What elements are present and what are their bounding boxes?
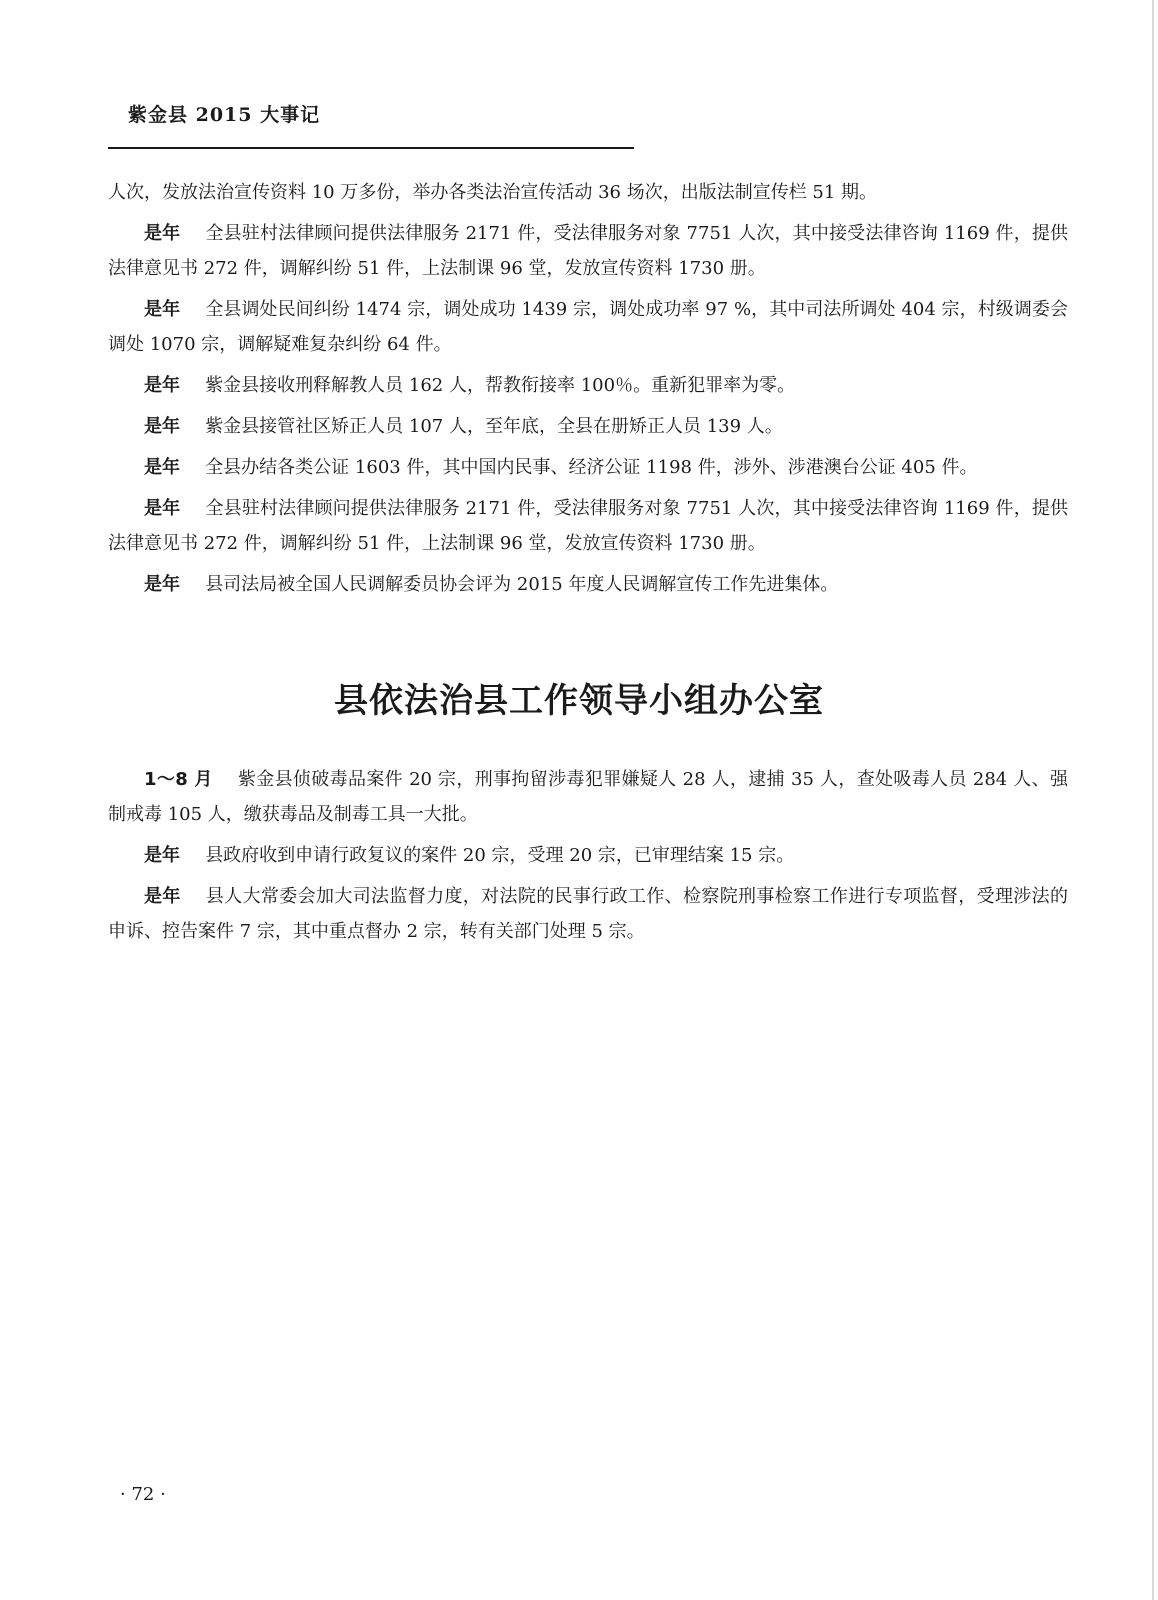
entry-paragraph [108,175,1068,210]
entry-text: 紫金县侦破毒品案件 20 宗，刑事拘留涉毒犯罪嫌疑人 28 人，逮捕 35 人，查处吸毒人员 284 人、强制戒毒 105 人，缴获毒品及制毒工具一大批。 [108,769,1068,825]
entry-paragraph [108,879,1068,949]
entry-text: 人次，发放法治宣传资料 10 万多份，举办各类法治宣传活动 36 场次，出版法制宣传栏 51 期。 [108,182,878,203]
entry-date: 是年 [144,457,180,478]
section-1-body [108,175,1068,608]
entry-text: 县司法局被全国人民调解委员协会评为 2015 年度人民调解宣传工作先进集体。 [205,574,839,595]
page-number: · 72 · [120,1484,166,1505]
entry-paragraph [108,292,1068,362]
entry-text: 全县驻村法律顾问提供法律服务 2171 件，受法律服务对象 7751 人次，其中接受法律咨询 1169 件，提供法律意见书 272 件，调解纠纷 51 件，上法制课 96 堂，发放宣传资料 1730 册。 [108,223,1069,279]
header-rule [108,147,634,149]
entry-text: 县人大常委会加大司法监督力度，对法院的民事行政工作、检察院刑事检察工作进行专项监督，受理涉法的申诉、控告案件 7 宗，其中重点督办 2 宗，转有关部门处理 5 宗。 [108,886,1068,942]
entry-date: 1～8 月 [144,769,213,790]
entry-text: 全县办结各类公证 1603 件，其中国内民事、经济公证 1198 件，涉外、涉港澳台公证 405 件。 [205,457,978,478]
entry-date: 是年 [144,416,180,437]
entry-paragraph [108,450,1068,485]
entry-text: 全县调处民间纠纷 1474 宗，调处成功 1439 宗，调处成功率 97 %，其中司法所调处 404 宗，村级调委会调处 1070 宗，调解疑难复杂纠纷 64 件。 [108,299,1068,355]
running-header: 紫金县 2015 大事记 [128,104,321,126]
entry-paragraph [108,491,1068,561]
section-2-body [108,762,1068,955]
entry-paragraph [108,368,1068,403]
entry-date: 是年 [144,375,180,396]
entry-text: 全县驻村法律顾问提供法律服务 2171 件，受法律服务对象 7751 人次，其中接受法律咨询 1169 件，提供法律意见书 272 件，调解纠纷 51 件，上法制课 96 堂，发放宣传资料 1730 册。 [108,498,1069,554]
entry-text: 紫金县接收刑释解教人员 162 人，帮教衔接率 100％。重新犯罪率为零。 [205,375,796,396]
entry-paragraph [108,216,1068,286]
entry-date: 是年 [144,299,181,320]
entry-paragraph [108,838,1068,873]
entry-paragraph [108,762,1068,832]
entry-date: 是年 [144,498,181,519]
entry-date: 是年 [144,223,181,244]
entry-date: 是年 [144,845,180,866]
entry-paragraph [108,409,1068,444]
entry-paragraph [108,567,1068,602]
entry-text: 紫金县接管社区矫正人员 107 人，至年底，全县在册矫正人员 139 人。 [205,416,783,437]
section-title: 县依法治县工作领导小组办公室 [334,681,824,721]
entry-date: 是年 [144,574,180,595]
scan-edge-line [1152,0,1154,1600]
entry-text: 县政府收到申请行政复议的案件 20 宗，受理 20 宗，已审理结案 15 宗。 [205,845,795,866]
entry-date: 是年 [144,886,181,907]
